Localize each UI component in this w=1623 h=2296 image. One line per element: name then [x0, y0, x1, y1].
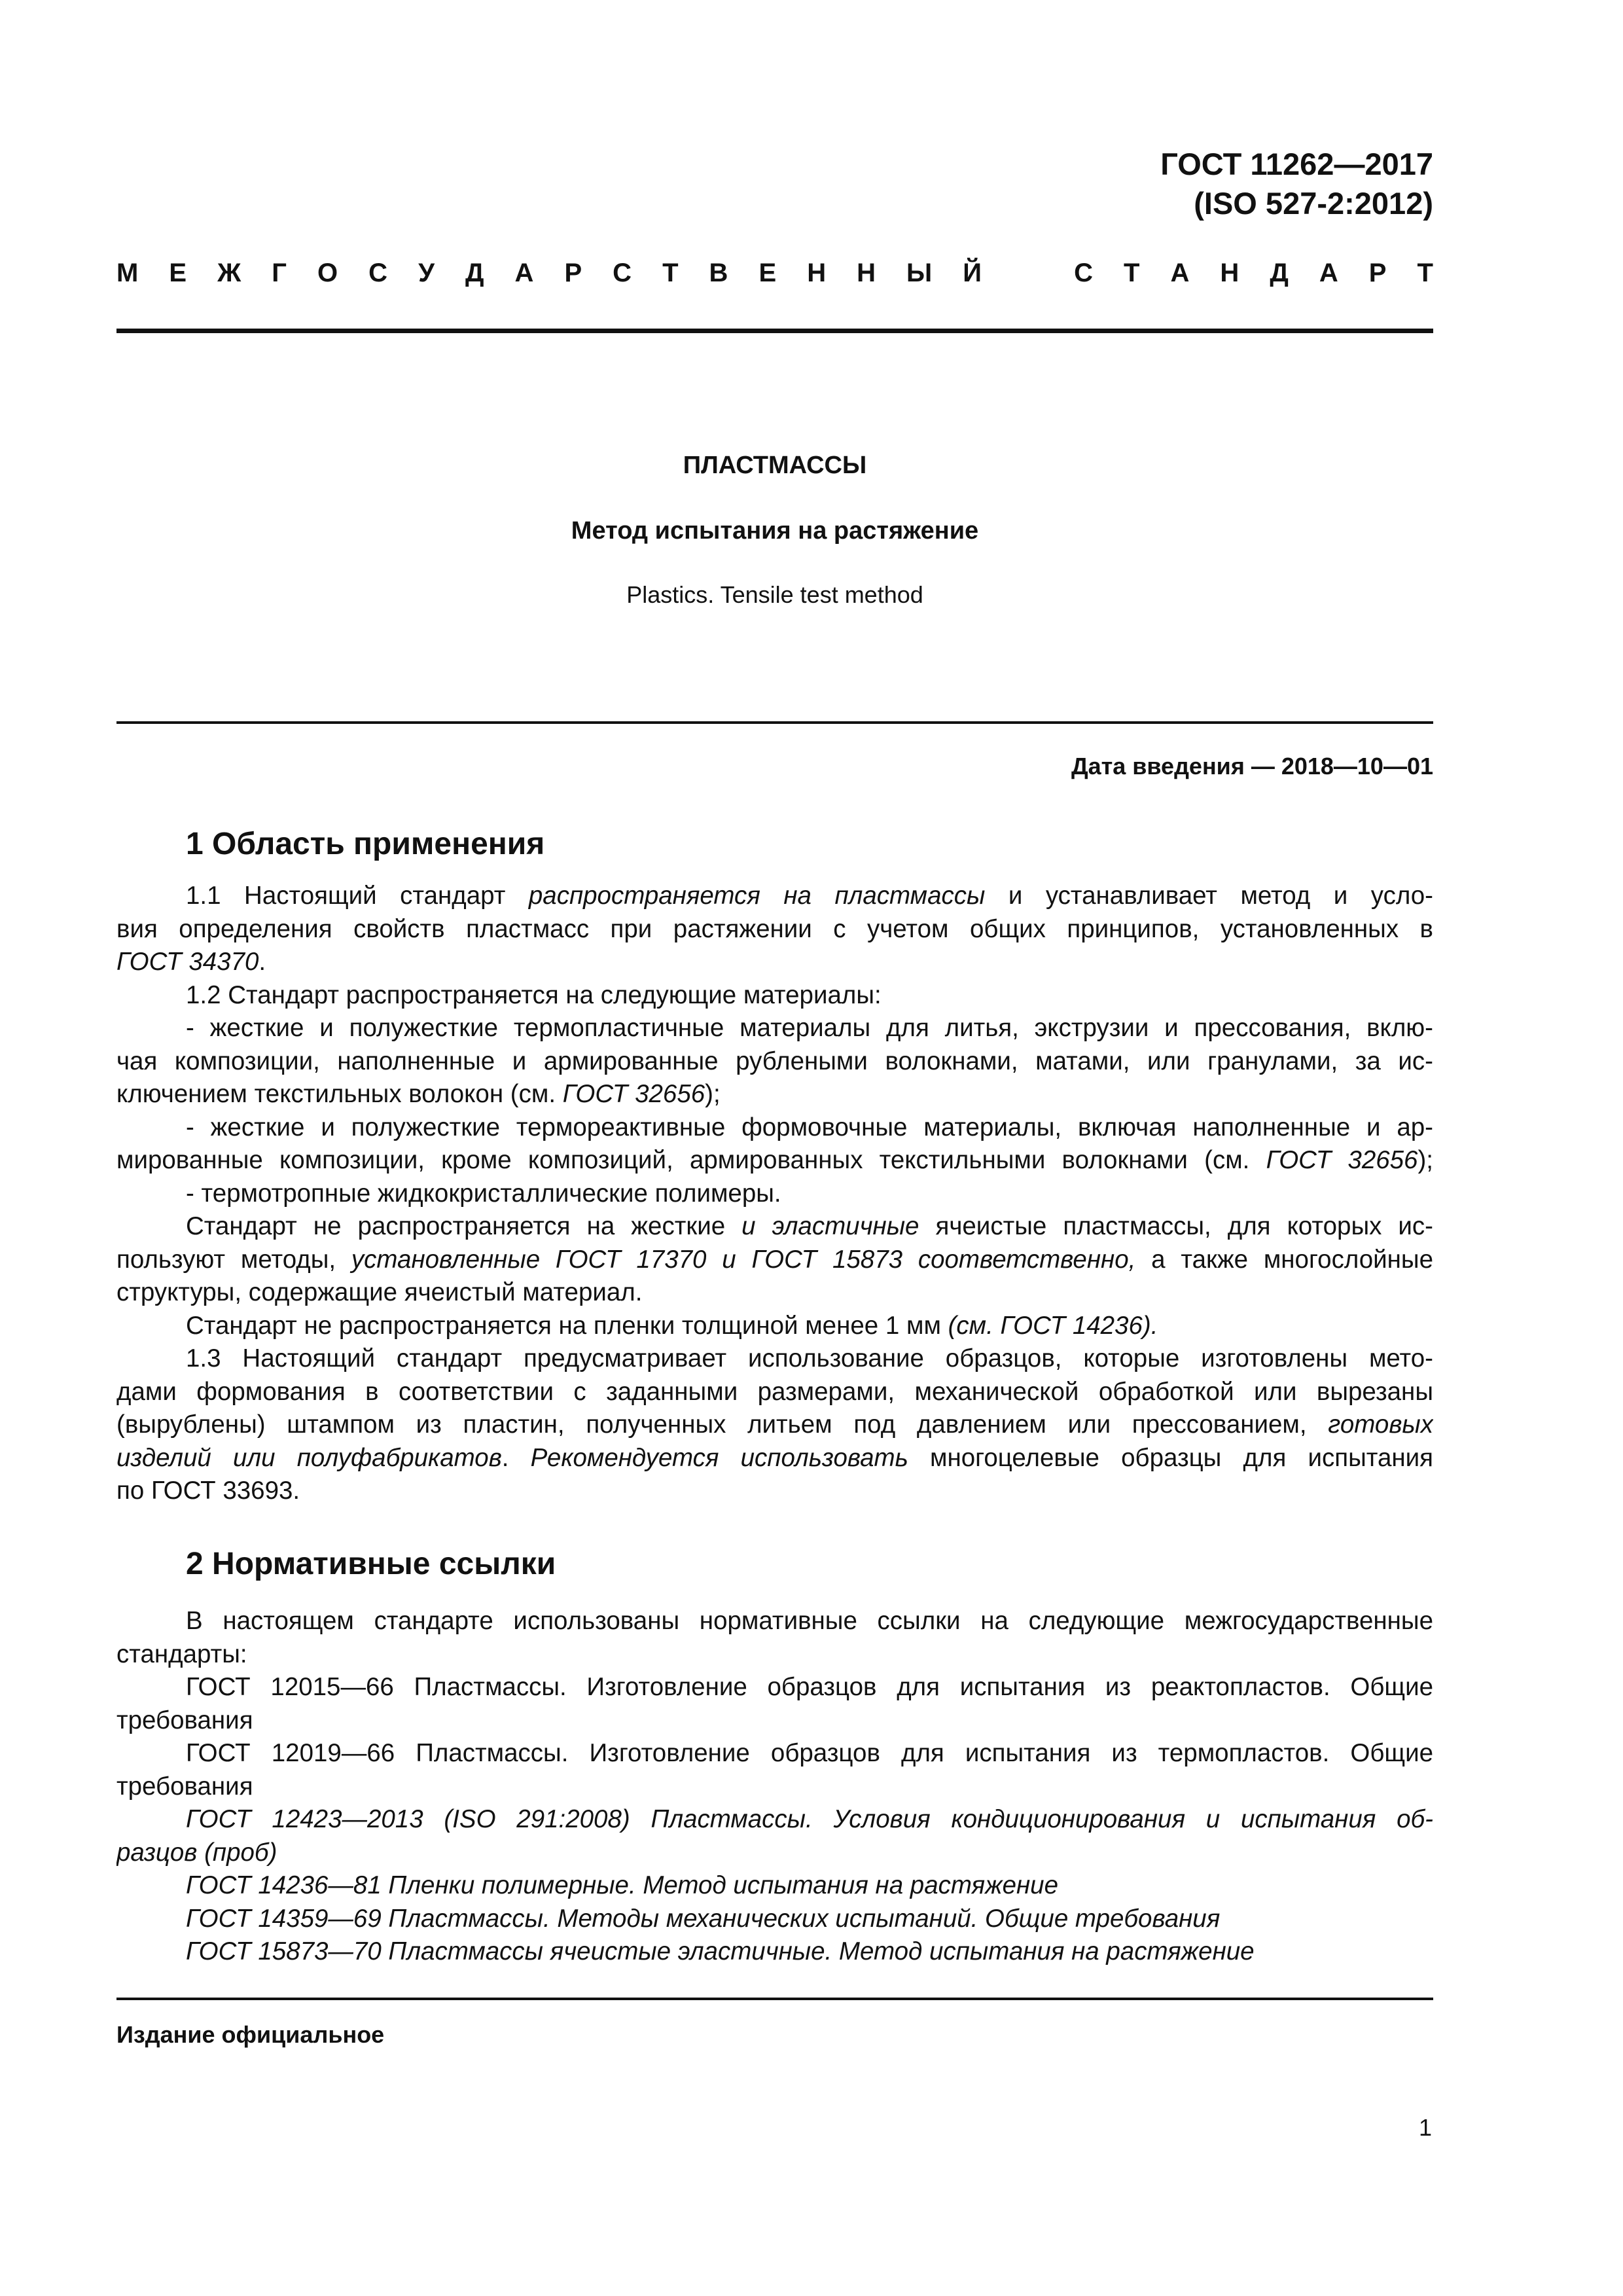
title-rule [116, 721, 1433, 724]
banner-letter: Г [272, 259, 287, 287]
text-run: ключением текстильных волокон (см. [116, 1080, 563, 1108]
text-run: - жесткие и полужесткие термопластичные материалы для литья, экструзии и прессования, вклю- [186, 1014, 1433, 1042]
text-run: а также многослойные [1135, 1245, 1433, 1274]
text-run: Стандарт не распространяется на пленки толщиной менее 1 мм [186, 1311, 948, 1340]
banner-letter: Й [963, 259, 982, 287]
section-1-body [116, 880, 1433, 1508]
text-line [116, 1210, 1433, 1244]
text-run: - термотропные жидкокристаллические полимеры. [186, 1179, 781, 1208]
document-number: ГОСТ 11262—2017 [1160, 147, 1433, 181]
top-rule [116, 329, 1433, 333]
text-run: - жесткие и полужесткие термореактивные формовочные материалы, включая наполненные и ар- [186, 1113, 1433, 1141]
italic-text: ГОСТ 12423—2013 (ISO 291:2008) Пластмассы. Условия кондиционирования и испытания об- [186, 1805, 1433, 1833]
banner-letter: С [368, 259, 388, 287]
text-run: стандарты: [116, 1640, 247, 1668]
text-line [116, 1177, 1433, 1211]
text-line [116, 1144, 1433, 1177]
edition-label: Издание официальное [116, 2021, 385, 2048]
section-2-body [116, 1605, 1433, 1969]
banner-letter: М [116, 259, 139, 287]
banner-letter: Д [1270, 259, 1289, 287]
banner-letter: Н [857, 259, 876, 287]
text-run: чая композиции, наполненные и армированные рублеными волокнами, матами, или гранулами, за ис- [116, 1047, 1433, 1075]
text-run: структуры, содержащие ячеистый материал. [116, 1278, 643, 1306]
text-line [116, 1803, 1433, 1837]
introduction-date: Дата введения — 2018—10—01 [1071, 753, 1433, 780]
text-line [116, 1638, 1433, 1672]
italic-text: готовых [1328, 1410, 1433, 1439]
banner-letter: А [514, 259, 534, 287]
banner-letter: В [709, 259, 728, 287]
text-run: (вырублены) штампом из пластин, полученных литьем под давлением или прессованием, [116, 1410, 1329, 1439]
banner-letter: С [1074, 259, 1093, 287]
footer-rule [116, 1998, 1433, 2000]
text-line [116, 1276, 1433, 1310]
text-run: ГОСТ 12019—66 Пластмассы. Изготовление образцов для испытания из термопластов. Общие [186, 1739, 1433, 1767]
banner-letter: Ж [217, 259, 241, 287]
italic-text: ГОСТ 32656 [1266, 1146, 1418, 1174]
section-1-heading: 1 Область применения [186, 827, 545, 861]
section-2-heading: 2 Нормативные ссылки [186, 1547, 556, 1581]
text-run: . [259, 948, 266, 976]
text-run: по ГОСТ 33693. [116, 1477, 300, 1505]
text-run: В настоящем стандарте использованы нормативные ссылки на следующие межгосударственные [186, 1607, 1433, 1635]
banner-letter: Ы [906, 259, 933, 287]
text-run: ); [1418, 1146, 1433, 1174]
italic-text: ГОСТ 14359—69 Пластмассы. Методы механических испытаний. Общие требования [186, 1904, 1221, 1933]
text-run: требования [116, 1706, 253, 1734]
text-run: вия определения свойств пластмасс при растяжении с учетом общих принципов, установленных в [116, 914, 1433, 943]
page-number: 1 [1418, 2114, 1432, 2141]
text-line [116, 1475, 1433, 1508]
text-line [116, 1310, 1433, 1343]
text-run: 1.2 Стандарт распространяется на следующие материалы: [186, 980, 882, 1009]
italic-text: ГОСТ 34370 [116, 948, 259, 976]
text-line [116, 1837, 1433, 1870]
iso-reference: (ISO 527-2:2012) [1194, 186, 1433, 221]
text-line [116, 1244, 1433, 1277]
banner-letter: С [613, 259, 632, 287]
text-line [116, 1045, 1433, 1079]
italic-text: изделий или полуфабрикатов [116, 1443, 502, 1472]
banner-letter: Т [1417, 259, 1433, 287]
text-run: пользуют методы, [116, 1245, 351, 1274]
banner-letter: А [1319, 259, 1338, 287]
text-line [116, 1376, 1433, 1409]
text-line [116, 1342, 1433, 1376]
document-title-english: Plastics. Tensile test method [626, 581, 923, 608]
text-run: Стандарт не распространяется на жесткие [186, 1212, 742, 1240]
text-run: 1.1 Настоящий стандарт [186, 882, 529, 910]
text-line [116, 880, 1433, 913]
banner-letter: Н [807, 259, 827, 287]
text-run: требования [116, 1772, 253, 1801]
document-title: ПЛАСТМАССЫ [683, 452, 867, 479]
text-line [116, 1770, 1433, 1804]
text-line [116, 1078, 1433, 1111]
text-run: многоцелевые образцы для испытания [908, 1443, 1433, 1472]
italic-text: Рекомендуется использовать [530, 1443, 908, 1472]
italic-text: разцов (проб) [116, 1838, 277, 1867]
text-line [116, 1671, 1433, 1704]
italic-text: и эластичные [741, 1212, 919, 1240]
text-run: 1.3 Настоящий стандарт предусматривает использование образцов, которые изготовлены мето- [186, 1344, 1433, 1372]
text-line [116, 1935, 1433, 1969]
text-run: и устанавливает метод и усло- [985, 882, 1433, 910]
text-line [116, 1605, 1433, 1638]
banner-letter: У [418, 259, 435, 287]
text-run: мированные композиции, кроме композиций, армированных текстильными волокнами (см. [116, 1146, 1266, 1174]
banner-letter: А [1170, 259, 1190, 287]
text-line [116, 1869, 1433, 1903]
banner-letter: Д [465, 259, 484, 287]
text-run: дами формования в соответствии с заданными размерами, механической обработкой или вырезаны [116, 1377, 1433, 1406]
text-run: ячеистые пластмассы, для которых ис- [919, 1212, 1433, 1240]
text-line [116, 1408, 1433, 1442]
italic-text: установленные ГОСТ 17370 и ГОСТ 15873 соответственно, [351, 1245, 1136, 1274]
text-line [116, 1111, 1433, 1145]
banner-letter: Р [564, 259, 582, 287]
text-line [116, 1737, 1433, 1770]
banner-letter: О [317, 259, 338, 287]
banner-letter: Т [662, 259, 679, 287]
italic-text: ГОСТ 32656 [562, 1080, 705, 1108]
document-subtitle: Метод испытания на растяжение [571, 517, 979, 545]
text-line [116, 979, 1433, 1013]
text-line [116, 1903, 1433, 1936]
banner-letter: Р [1368, 259, 1387, 287]
banner-letter: Е [758, 259, 777, 287]
italic-text: распространяется на пластмассы [528, 882, 986, 910]
text-line [116, 913, 1433, 946]
text-run: . [501, 1443, 531, 1472]
italic-text: ГОСТ 15873—70 Пластмассы ячеистые эластичные. Метод испытания на растяжение [186, 1937, 1255, 1965]
text-line [116, 1012, 1433, 1045]
italic-text: ГОСТ 14236—81 Пленки полимерные. Метод испытания на растяжение [186, 1871, 1058, 1899]
banner-letter: Е [169, 259, 187, 287]
banner-letter: Т [1124, 259, 1140, 287]
text-line [116, 946, 1433, 979]
text-run: ); [705, 1080, 721, 1108]
text-run: ГОСТ 12015—66 Пластмассы. Изготовление образцов для испытания из реактопластов. Общие [186, 1673, 1433, 1701]
interstate-standard-banner [116, 257, 1433, 289]
text-line [116, 1704, 1433, 1738]
italic-text: (см. ГОСТ 14236). [948, 1311, 1158, 1340]
banner-letter: Н [1220, 259, 1240, 287]
text-line [116, 1442, 1433, 1475]
